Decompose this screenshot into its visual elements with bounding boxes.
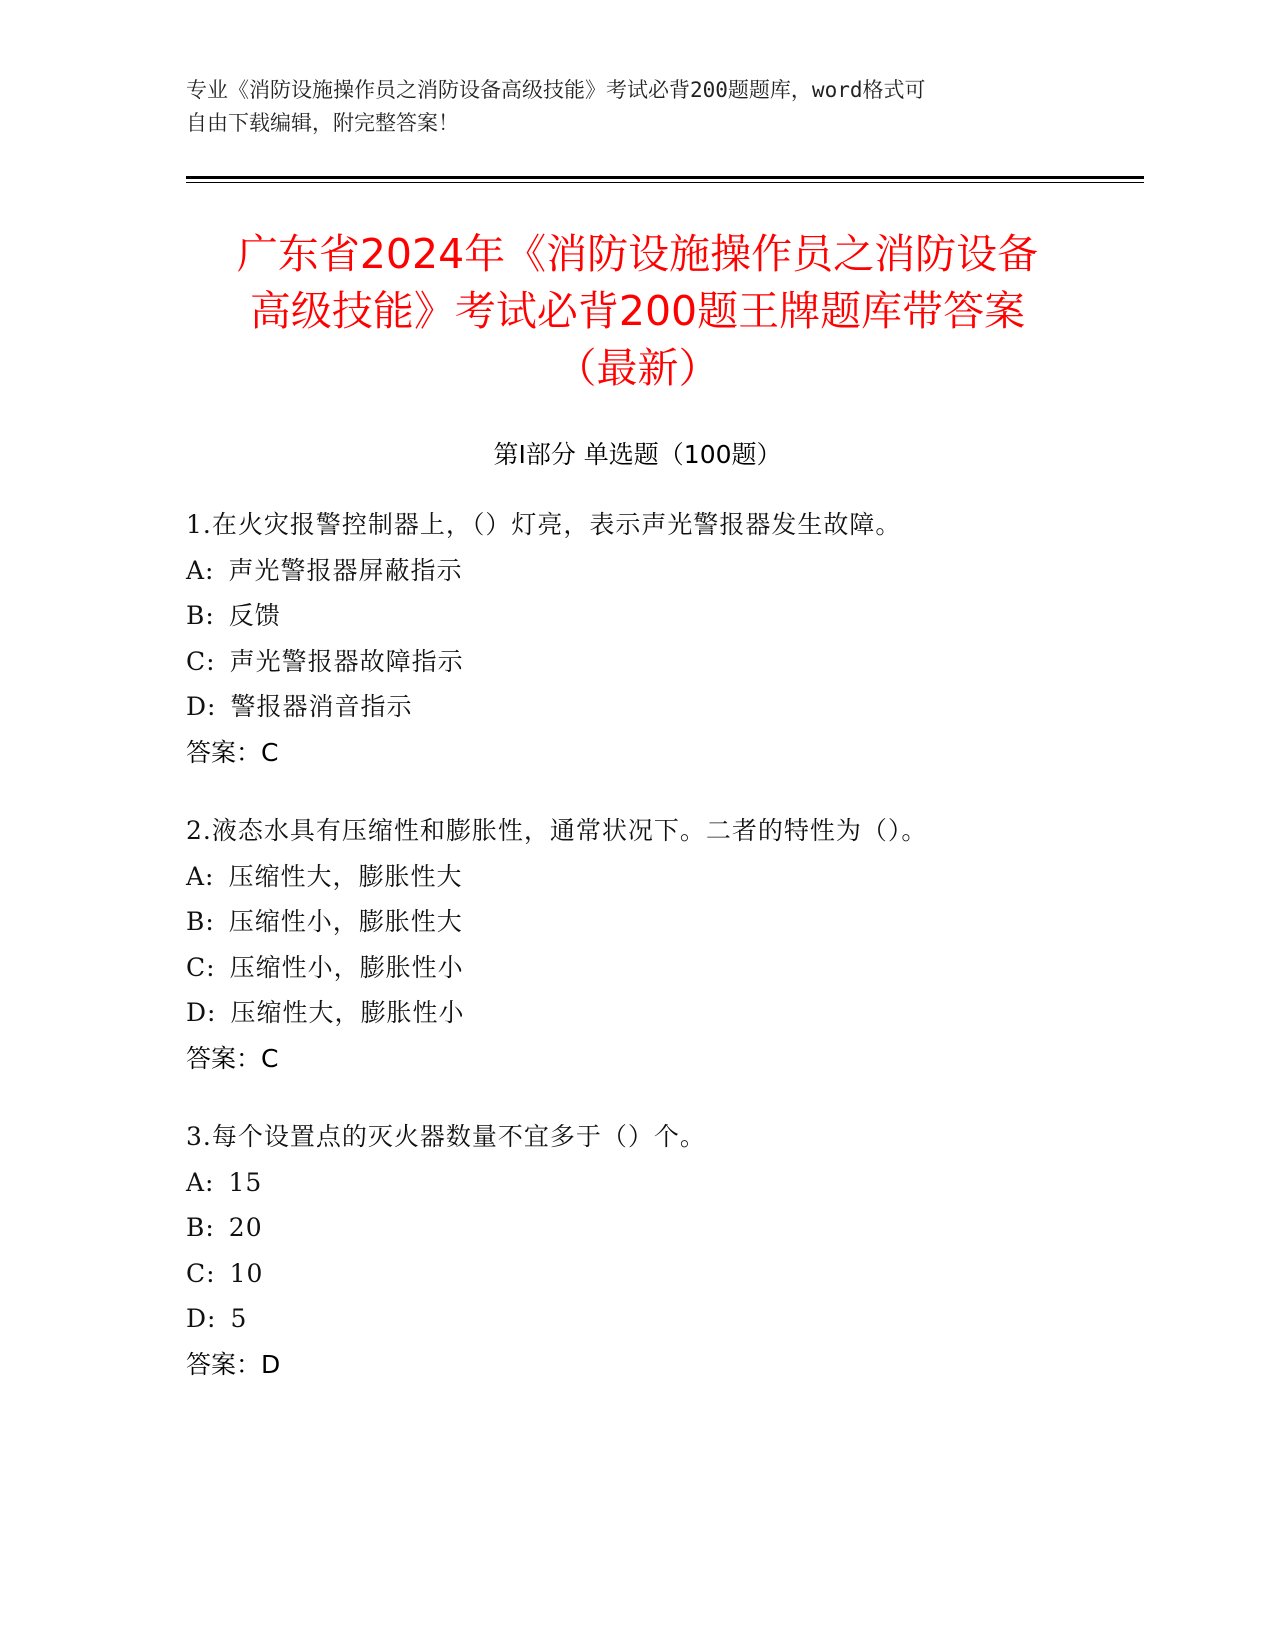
option-a (186, 1160, 1186, 1206)
option-key: A: (186, 861, 215, 891)
header-note (186, 74, 1086, 140)
option-c (186, 639, 1186, 685)
option-text: 警报器消音指示 (230, 692, 413, 721)
option-text: 反馈 (228, 601, 281, 630)
header-divider-thick (186, 176, 1144, 179)
question-block (186, 808, 1186, 1081)
option-key: A: (186, 1167, 215, 1197)
question-stem: 3.每个设置点的灭火器数量不宜多于（）个。 (186, 1122, 706, 1151)
title-line: （最新） (555, 344, 720, 392)
option-key: D: (186, 1304, 217, 1333)
option-key: D: (186, 998, 217, 1027)
option-text: 压缩性小，膨胀性大 (228, 907, 463, 936)
option-a (186, 548, 1186, 594)
option-key: C: (186, 1258, 216, 1288)
answer-line: 答案：C (186, 1043, 279, 1073)
header-divider-thin (186, 182, 1144, 183)
option-b (186, 1205, 1186, 1251)
option-text: 声光警报器故障指示 (229, 646, 464, 676)
option-key: A: (186, 555, 215, 585)
option-c (186, 945, 1186, 991)
question-block (186, 1114, 1186, 1387)
section-heading: 第Ⅰ部分 单选题（100题） (493, 440, 782, 469)
title-line: 高级技能》考试必背200题王牌题库带答案 (249, 287, 1026, 335)
header-note-line: 专业《消防设施操作员之消防设备高级技能》考试必背200题题库，word格式可 (186, 78, 926, 102)
question-stem: 2.液态水具有压缩性和膨胀性，通常状况下。二者的特性为（）。 (186, 816, 928, 845)
option-key: B: (186, 601, 215, 630)
option-key: D: (186, 692, 217, 721)
option-b (186, 899, 1186, 945)
option-text: 压缩性大，膨胀性大 (228, 861, 463, 891)
option-text: 15 (228, 1167, 263, 1197)
option-key: C: (186, 646, 216, 676)
header-note-line: 自由下载编辑，附完整答案！ (186, 111, 459, 135)
option-c (186, 1251, 1186, 1297)
option-text: 声光警报器屏蔽指示 (228, 555, 463, 585)
question-stem: 1.在火灾报警控制器上，（）灯亮，表示声光警报器发生故障。 (186, 510, 902, 539)
option-d (186, 990, 1186, 1036)
document-title (140, 226, 1135, 397)
option-text: 5 (230, 1304, 248, 1333)
option-d (186, 684, 1186, 730)
option-key: B: (186, 907, 215, 936)
option-b (186, 593, 1186, 639)
title-line: 广东省2024年《消防设施操作员之消防设备 (236, 230, 1039, 278)
option-key: B: (186, 1213, 215, 1242)
answer-line: 答案：C (186, 737, 279, 767)
option-text: 压缩性小，膨胀性小 (229, 952, 464, 982)
option-key: C: (186, 952, 216, 982)
option-text: 10 (229, 1258, 264, 1288)
question-block (186, 502, 1186, 775)
option-text: 20 (228, 1213, 263, 1242)
option-a (186, 854, 1186, 900)
option-text: 压缩性大，膨胀性小 (230, 998, 465, 1027)
answer-line: 答案：D (186, 1349, 281, 1379)
option-d (186, 1296, 1186, 1342)
